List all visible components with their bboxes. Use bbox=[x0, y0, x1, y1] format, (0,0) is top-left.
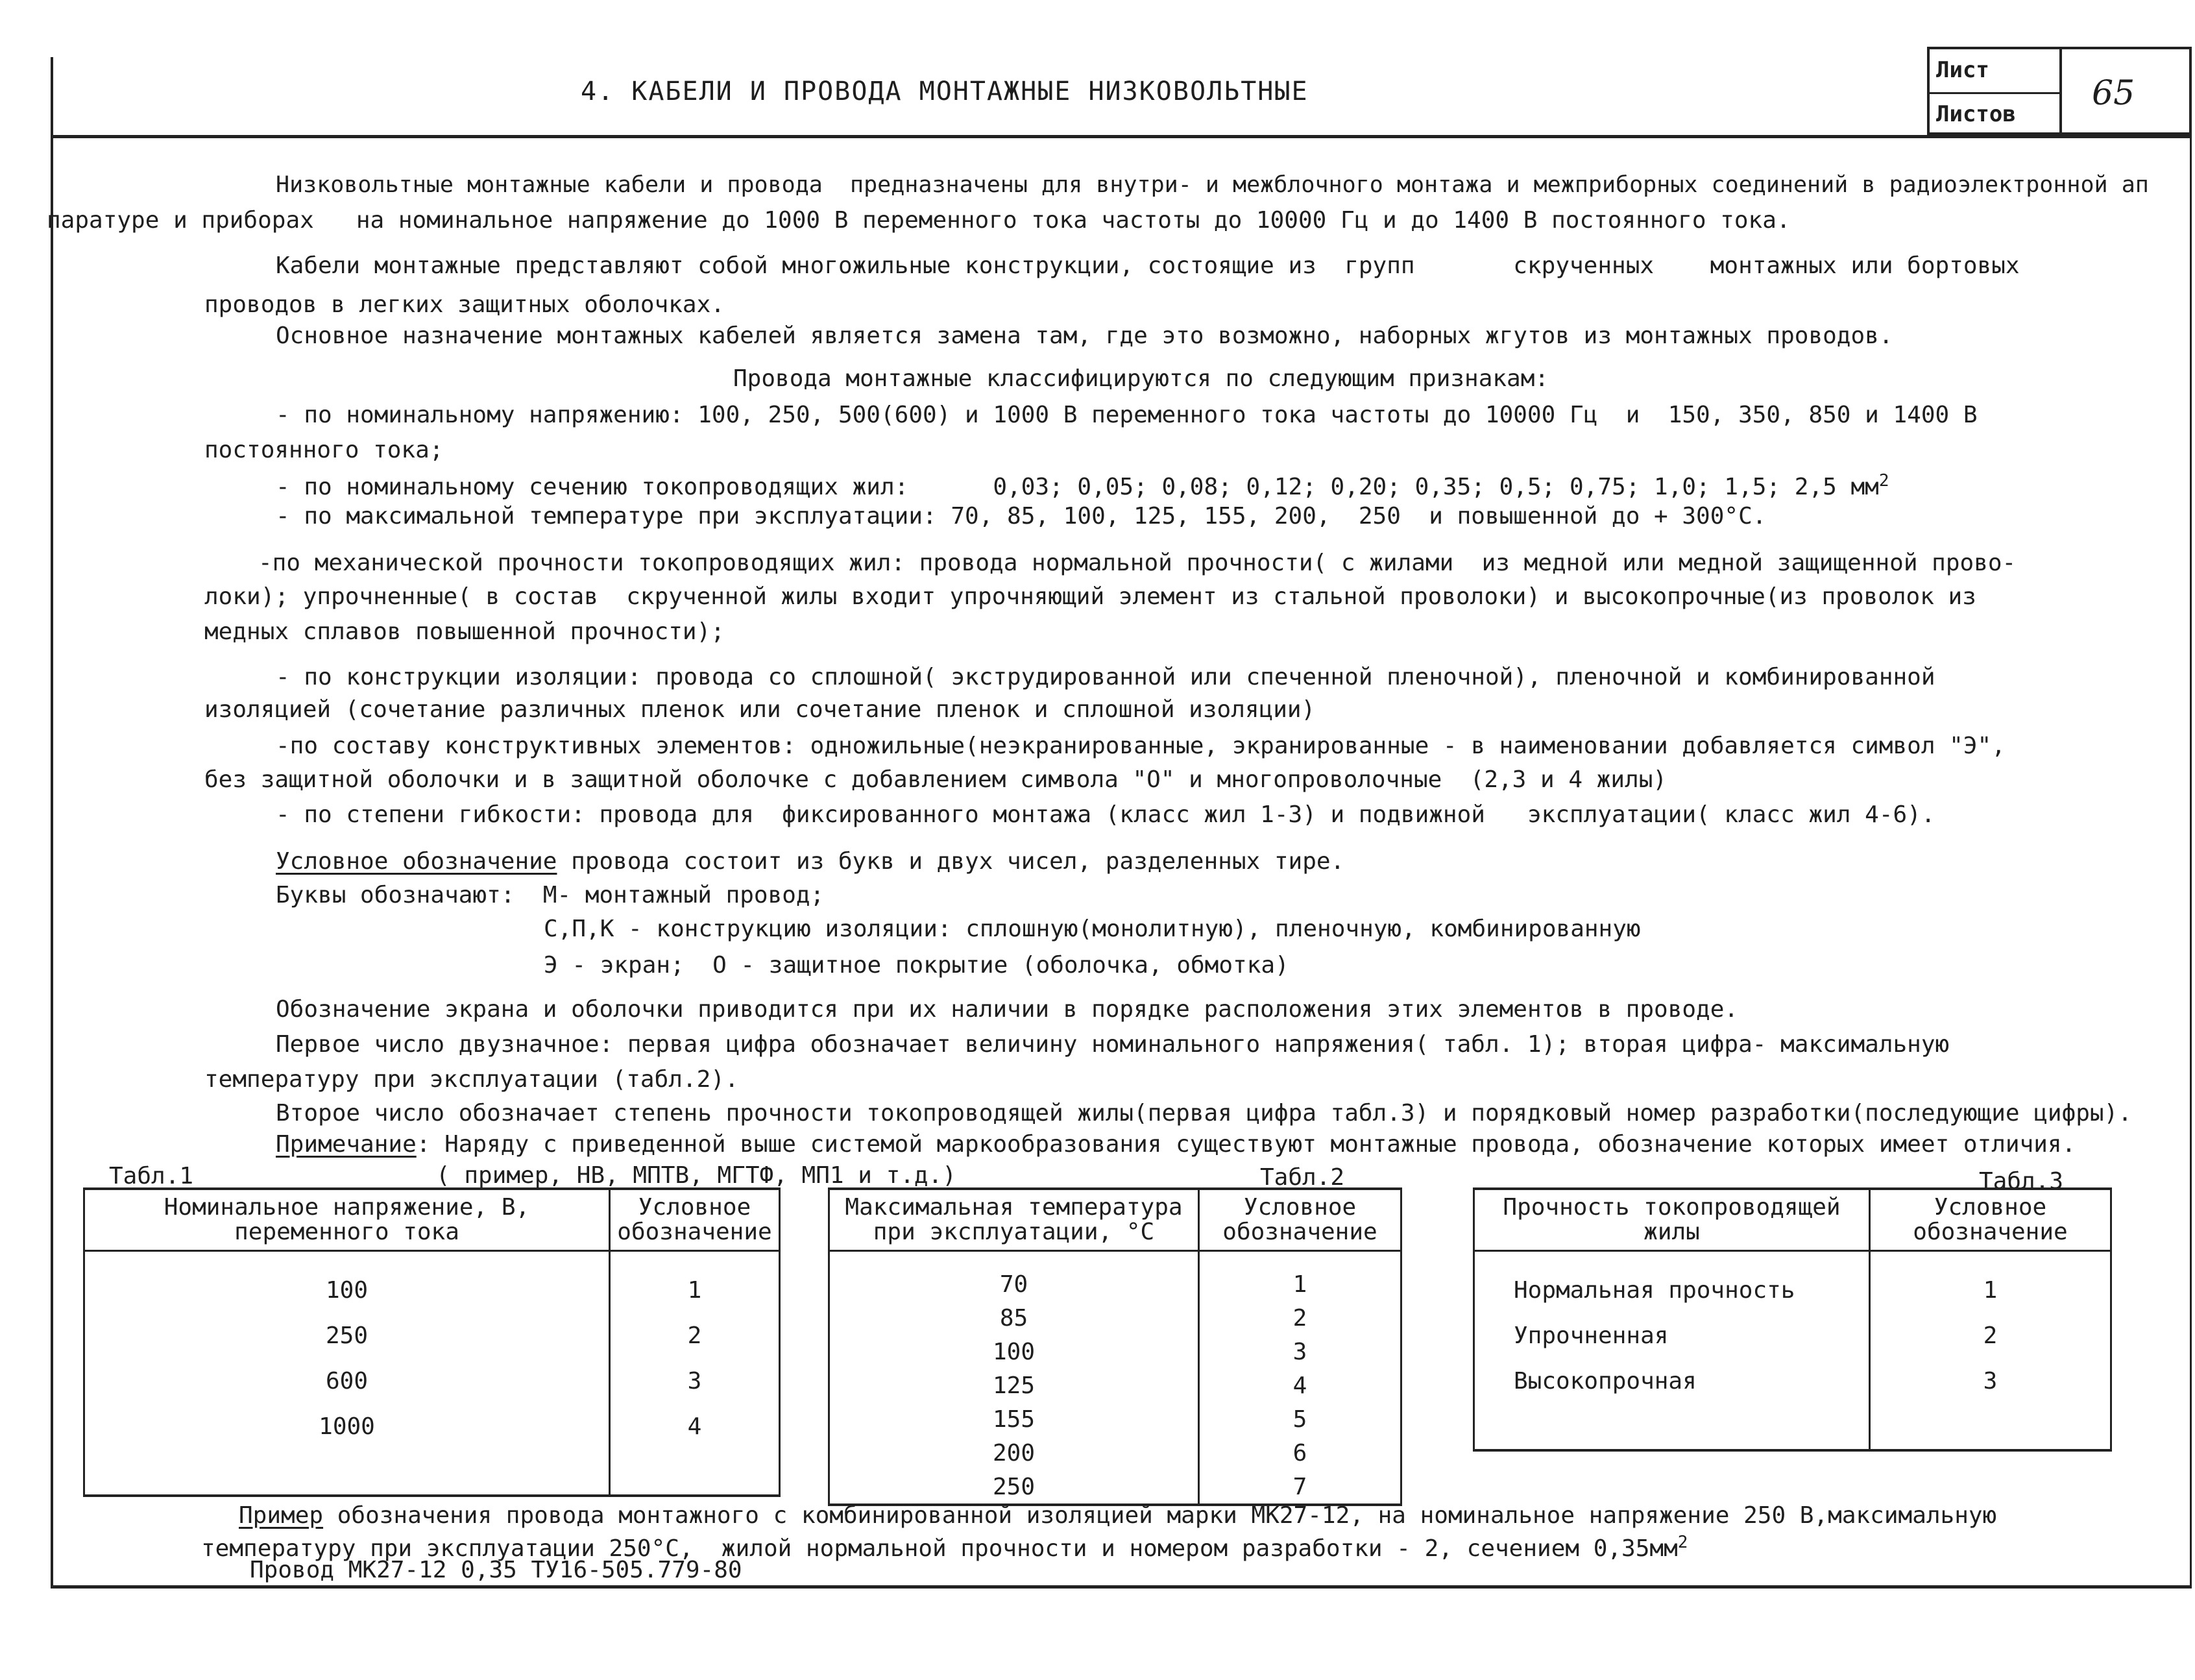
sheet-label: Лист bbox=[1936, 57, 1989, 83]
criterion-line: -по составу конструктивных элементов: одножильные(неэкранированные, экранированные - в наименовании добавляется символ "Э", bbox=[276, 733, 2006, 759]
sheets-label: Листов bbox=[1936, 101, 2016, 127]
table-cell: 1 bbox=[610, 1251, 780, 1313]
note-line: Примечание: Наряду с приведенной выше системой маркообразования существуют монтажные провода, обозначение которых имеет отличия. bbox=[276, 1131, 2076, 1158]
table-row bbox=[1474, 1404, 2111, 1450]
paragraph-line: паратуре и приборах на номинальное напряжение до 1000 В переменного тока частоты до 10000 Гц и до 1400 В постоянного тока. bbox=[47, 207, 1791, 234]
paragraph-line: Кабели монтажные представляют собой многожильные конструкции, состоящие из групп скрученных монтажных или бортовых bbox=[276, 252, 2020, 279]
criterion-line: -по механической прочности токопроводящих жил: провода нормальной прочности( с жилами из медной или медной защищенной прово- bbox=[258, 550, 2017, 576]
table-cell: 1 bbox=[1199, 1251, 1401, 1302]
paragraph-line: Низковольтные монтажные кабели и провода предназначены для внутри- и межблочного монтажа и межприборных соединений в радиоэлектронной ап bbox=[276, 172, 2149, 198]
paragraph-line: Провода монтажные классифицируются по следующим признакам: bbox=[733, 365, 1549, 392]
table-cell: 200 bbox=[829, 1436, 1199, 1470]
table-cell: 1000 bbox=[84, 1404, 610, 1449]
table-cell: Упрочненная bbox=[1474, 1313, 1870, 1358]
table-cell bbox=[1870, 1404, 2111, 1450]
table-cell: 3 bbox=[1199, 1335, 1401, 1369]
criterion-line: постоянного тока; bbox=[204, 437, 444, 463]
designation-line: Э - экран; О - защитное покрытие (оболочка, обмотка) bbox=[544, 952, 1289, 979]
table-cell: 250 bbox=[829, 1470, 1199, 1505]
designation-line: Условное обозначение провода состоит из букв и двух чисел, разделенных тире. bbox=[276, 848, 1345, 875]
table-cell: 70 bbox=[829, 1251, 1199, 1302]
table-row bbox=[1474, 1358, 2111, 1404]
criterion-line: - по конструкции изоляции: провода со сплошной( экструдированной или спеченной пленочной), пленочной и комбинированной bbox=[276, 664, 1935, 690]
table-cell: 100 bbox=[84, 1251, 610, 1313]
table-header: Условное обозначение bbox=[1870, 1189, 2111, 1251]
table-cell: 600 bbox=[84, 1358, 610, 1404]
designation-line: температуру при эксплуатации (табл.2). bbox=[204, 1066, 739, 1093]
table-header: Условное обозначение bbox=[1199, 1189, 1401, 1251]
criterion-line: - по номинальному напряжению: 100, 250, 500(600) и 1000 В переменного тока частоты до 10000 Гц и 150, 350, 850 и 1400 В bbox=[276, 402, 1978, 428]
example-line: Провод МК27-12 0,35 ТУ16-505.779-80 bbox=[250, 1557, 742, 1583]
criterion-line: - по степени гибкости: провода для фиксированного монтажа (класс жил 1-3) и подвижной эксплуатации( класс жил 4-6). bbox=[276, 801, 1935, 828]
criterion-line: - по максимальной температуре при эксплуатации: 70, 85, 100, 125, 155, 200, 250 и повышенной до + 300°С. bbox=[276, 503, 1767, 530]
table-cell: 6 bbox=[1199, 1436, 1401, 1470]
designation-line: С,П,К - конструкцию изоляции: сплошную(монолитную), пленочную, комбинированную bbox=[544, 916, 1641, 942]
designation-line: Первое число двузначное: первая цифра обозначает величину номинального напряжения( табл. 1); вторая цифра- максимальную bbox=[276, 1031, 1950, 1058]
table-header: Максимальная температура при эксплуатации, °С bbox=[829, 1189, 1199, 1251]
table-row bbox=[829, 1251, 1401, 1302]
table-cell: 3 bbox=[1870, 1358, 2111, 1404]
table-cell: 1 bbox=[1870, 1251, 2111, 1313]
table-row bbox=[84, 1404, 780, 1449]
table-row bbox=[829, 1335, 1401, 1369]
table-row bbox=[829, 1301, 1401, 1335]
table-cell: 5 bbox=[1199, 1402, 1401, 1436]
voltage-table bbox=[83, 1187, 781, 1497]
table-row bbox=[1474, 1251, 2111, 1313]
criterion-line: медных сплавов повышенной прочности); bbox=[204, 618, 725, 645]
criterion-line: без защитной оболочки и в защитной оболочке с добавлением символа "О" и многопроволочные (2,3 и 4 жилы) bbox=[204, 766, 1667, 793]
table-cell: 4 bbox=[610, 1404, 780, 1449]
sheet-number: 65 bbox=[2092, 74, 2135, 113]
table1-label: Табл.1 bbox=[109, 1163, 194, 1189]
table-cell: 7 bbox=[1199, 1470, 1401, 1505]
table-row bbox=[84, 1449, 780, 1496]
table-cell: 2 bbox=[1199, 1301, 1401, 1335]
sheet-box-divider bbox=[2059, 49, 2062, 132]
table-cell bbox=[610, 1449, 780, 1496]
table-cell bbox=[1474, 1404, 1870, 1450]
table-cell: 2 bbox=[1870, 1313, 2111, 1358]
table-cell: 2 bbox=[610, 1313, 780, 1358]
page-title: 4. КАБЕЛИ И ПРОВОДА МОНТАЖНЫЕ НИЗКОВОЛЬТНЫЕ bbox=[581, 77, 1309, 106]
table-header: Номинальное напряжение, В, переменного тока bbox=[84, 1189, 610, 1251]
table-row bbox=[1474, 1313, 2111, 1358]
table-header: Условное обозначение bbox=[610, 1189, 780, 1251]
designation-line: Буквы обозначают: М- монтажный провод; bbox=[276, 882, 825, 908]
paragraph-line: проводов в легких защитных оболочках. bbox=[204, 291, 725, 318]
table2-label: Табл.2 bbox=[1260, 1164, 1345, 1191]
table-row bbox=[829, 1436, 1401, 1470]
table-cell: 155 bbox=[829, 1402, 1199, 1436]
table-cell: 100 bbox=[829, 1335, 1199, 1369]
table-row bbox=[84, 1251, 780, 1313]
table3-label: Табл.3 bbox=[1979, 1168, 2064, 1195]
table-row bbox=[829, 1369, 1401, 1402]
strength-table bbox=[1473, 1187, 2112, 1452]
table-row bbox=[84, 1313, 780, 1358]
paragraph-line: Основное назначение монтажных кабелей является замена там, где это возможно, наборных жгутов из монтажных проводов. bbox=[276, 323, 1893, 349]
table-cell: 85 bbox=[829, 1301, 1199, 1335]
header-rule bbox=[52, 135, 2192, 138]
table-cell: 4 bbox=[1199, 1369, 1401, 1402]
table-cell: Нормальная прочность bbox=[1474, 1251, 1870, 1313]
criterion-line: локи); упрочненные( в состав скрученной жилы входит упрочняющий элемент из стальной проволоки) и высокопрочные(из проволок из bbox=[204, 583, 1976, 610]
criterion-line: изоляцией (сочетание различных пленок или сочетание пленок и сплошной изоляции) bbox=[204, 696, 1316, 723]
table-cell: 3 bbox=[610, 1358, 780, 1404]
table-cell: 250 bbox=[84, 1313, 610, 1358]
designation-line: Второе число обозначает степень прочности токопроводящей жилы(первая цифра табл.3) и порядковый номер разработки(последующие цифры). bbox=[276, 1100, 2132, 1126]
table-row bbox=[829, 1402, 1401, 1436]
table-cell: Высокопрочная bbox=[1474, 1358, 1870, 1404]
table-cell: 125 bbox=[829, 1369, 1199, 1402]
criterion-line: - по номинальному сечению токопроводящих жил: 0,03; 0,05; 0,08; 0,12; 0,20; 0,35; 0,5; 0,75; 1,0; 1,5; 2,5 $мм^2$ bbox=[276, 471, 1889, 500]
table-cell bbox=[84, 1449, 610, 1496]
table-row bbox=[829, 1470, 1401, 1505]
sheet-box bbox=[1927, 47, 2192, 135]
table-header: Прочность токопроводящей жилы bbox=[1474, 1189, 1870, 1251]
example-line: температуру при эксплуатации 250°С, жилой нормальной прочности и номером разработки - 2, сечением $0,35мм^2$ bbox=[201, 1533, 1688, 1562]
designation-line: Обозначение экрана и оболочки приводится при их наличии в порядке расположения этих элементов в проводе. bbox=[276, 996, 1739, 1023]
example-line: Пример обозначения провода монтажного с комбинированной изоляцией марки МК27-12, на номинальное напряжение 250 В,максимальную bbox=[239, 1502, 1997, 1529]
sheet-box-row-divider bbox=[1930, 92, 2059, 94]
note-line: ( пример, НВ, МПТВ, МГТФ, МП1 и т.д.) bbox=[436, 1162, 956, 1189]
temperature-table bbox=[828, 1187, 1402, 1506]
table-row bbox=[84, 1358, 780, 1404]
